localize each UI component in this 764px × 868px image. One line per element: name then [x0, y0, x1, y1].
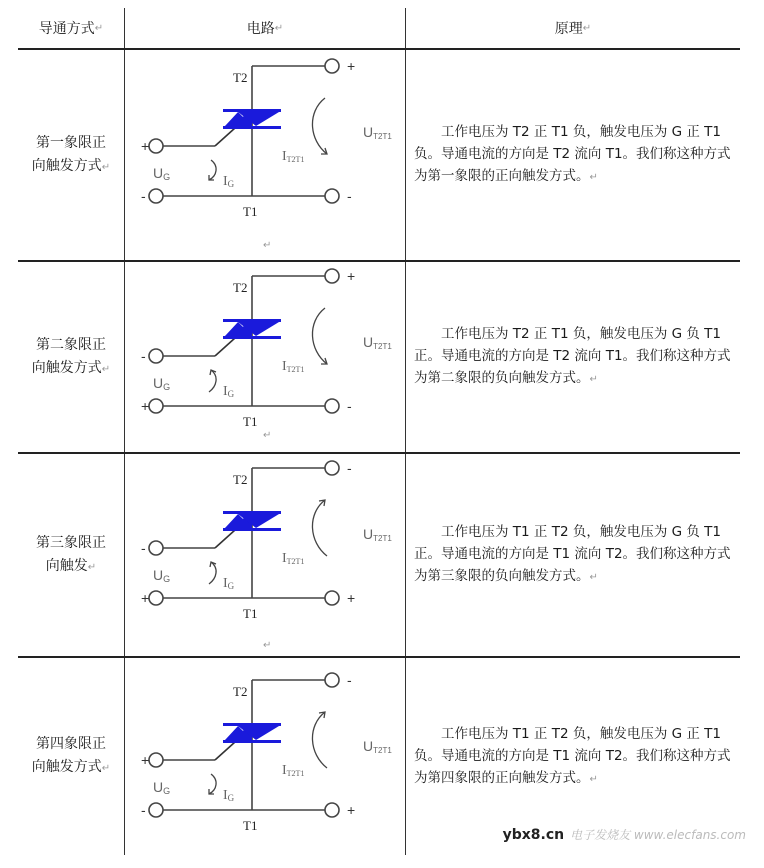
return-mark-icon: ↵ — [101, 161, 111, 173]
svg-text:-: - — [141, 540, 146, 556]
watermark-text-2: 电子发烧友 www.elecfans.com — [570, 828, 746, 842]
mode-line: 向触发方式 — [31, 759, 102, 775]
triac-icon — [223, 319, 281, 339]
return-mark-icon: ↵ — [87, 561, 97, 573]
svg-text:+: + — [347, 268, 356, 284]
mode-line: 第三象限正 — [36, 534, 106, 551]
triac-icon — [223, 511, 281, 531]
row-4-circuit — [125, 664, 405, 868]
return-mark-icon: ↵ — [589, 572, 598, 583]
header-mode — [18, 8, 124, 48]
svg-text:T1: T1 — [243, 414, 258, 429]
triac-circuit-diagram — [125, 50, 405, 250]
svg-text:-: - — [347, 188, 352, 204]
svg-text:IT2T1: IT2T1 — [282, 359, 305, 374]
return-mark-icon: ↵ — [101, 363, 111, 375]
description-text: 工作电压为 T1 正 T2 负，触发电压为 G 负 T1 正。导通电流的方向是 T1 流向 T2。我们称这种方式为第三象限的负向触发方式。 — [414, 524, 731, 584]
svg-text:T2: T2 — [233, 472, 248, 487]
svg-text:UG: UG — [153, 375, 171, 392]
header-circuit — [125, 8, 405, 48]
row-3-description — [406, 454, 740, 656]
row-1-description — [406, 50, 740, 260]
svg-text:UT2T1: UT2T1 — [363, 738, 392, 755]
svg-text:T2: T2 — [233, 684, 248, 699]
return-mark-icon: ↵ — [263, 430, 272, 441]
svg-text:UG: UG — [153, 779, 171, 796]
mode-line: 第二象限正 — [35, 336, 106, 353]
svg-text:IG: IG — [223, 788, 235, 803]
mode-line: 第四象限正 — [35, 736, 106, 752]
svg-text:-: - — [141, 802, 146, 818]
header-mode-label: 导通方式 — [38, 21, 95, 37]
svg-text:-: - — [141, 348, 146, 364]
triac-circuit-diagram — [125, 664, 405, 864]
svg-text:UT2T1: UT2T1 — [363, 124, 392, 141]
description-text: 工作电压为 T2 正 T1 负，触发电压为 G 负 T1 正。导通电流的方向是 T2 流向 T1。我们称这种方式为第二象限的负向触发方式。 — [414, 326, 731, 386]
svg-text:IG: IG — [223, 384, 235, 399]
svg-text:IT2T1: IT2T1 — [282, 149, 305, 164]
return-mark-icon: ↵ — [94, 22, 104, 34]
row-1-circuit — [125, 50, 405, 254]
svg-text:UT2T1: UT2T1 — [363, 526, 392, 543]
row-3-circuit — [125, 452, 405, 656]
svg-text:T2: T2 — [233, 70, 248, 85]
row-2-description — [406, 262, 740, 452]
return-mark-icon: ↵ — [582, 22, 592, 34]
return-mark-icon: ↵ — [263, 240, 272, 251]
mode-line: 向触发方式 — [31, 359, 102, 376]
svg-text:UG: UG — [153, 567, 171, 584]
row-3-mode — [18, 454, 124, 656]
return-mark-icon: ↵ — [589, 773, 598, 785]
svg-text:UG: UG — [153, 165, 171, 182]
header-principle-label: 原理 — [554, 21, 583, 37]
svg-text:T1: T1 — [243, 204, 258, 219]
row-2-mode — [18, 262, 124, 452]
watermark-text: ybx8.cn — [502, 827, 565, 843]
header-principle — [406, 8, 740, 48]
mode-line: 第一象限正 — [35, 134, 106, 151]
triac-icon — [223, 109, 281, 129]
svg-text:T1: T1 — [243, 606, 258, 621]
svg-text:+: + — [141, 752, 150, 768]
return-mark-icon: ↵ — [101, 763, 111, 774]
row-1-mode — [18, 50, 124, 260]
svg-text:IG: IG — [223, 174, 235, 189]
description-text: 工作电压为 T1 正 T2 负，触发电压为 G 正 T1 负。导通电流的方向是 T1 流向 T2。我们称这种方式为第四象限的正向触发方式。 — [414, 725, 731, 786]
svg-text:IG: IG — [223, 576, 235, 591]
svg-text:+: + — [347, 590, 356, 606]
triac-circuit-diagram — [125, 452, 405, 652]
svg-text:-: - — [347, 672, 352, 688]
mode-line: 向触发方式 — [31, 157, 102, 174]
svg-text:UT2T1: UT2T1 — [363, 334, 392, 351]
svg-text:T1: T1 — [243, 818, 258, 833]
svg-text:IT2T1: IT2T1 — [282, 551, 305, 566]
row-4-mode — [18, 658, 124, 855]
return-mark-icon: ↵ — [263, 640, 272, 651]
triac-icon — [223, 723, 281, 743]
description-text: 工作电压为 T2 正 T1 负，触发电压为 G 正 T1 负。导通电流的方向是 T2 流向 T1。我们称这种方式为第一象限的正向触发方式。 — [414, 124, 731, 184]
watermark — [503, 826, 746, 843]
return-mark-icon: ↵ — [589, 374, 598, 385]
svg-text:+: + — [141, 398, 150, 414]
svg-text:IT2T1: IT2T1 — [282, 763, 305, 778]
svg-text:-: - — [347, 398, 352, 414]
svg-text:+: + — [347, 58, 356, 74]
svg-text:+: + — [347, 802, 356, 818]
return-mark-icon: ↵ — [589, 172, 598, 183]
svg-text:T2: T2 — [233, 280, 248, 295]
svg-text:+: + — [141, 590, 150, 606]
header-circuit-label: 电路 — [246, 21, 275, 37]
svg-text:+: + — [141, 138, 150, 154]
svg-text:-: - — [347, 460, 352, 476]
return-mark-icon: ↵ — [274, 22, 284, 34]
svg-text:-: - — [141, 188, 146, 204]
mode-line: 向触发 — [45, 557, 88, 574]
